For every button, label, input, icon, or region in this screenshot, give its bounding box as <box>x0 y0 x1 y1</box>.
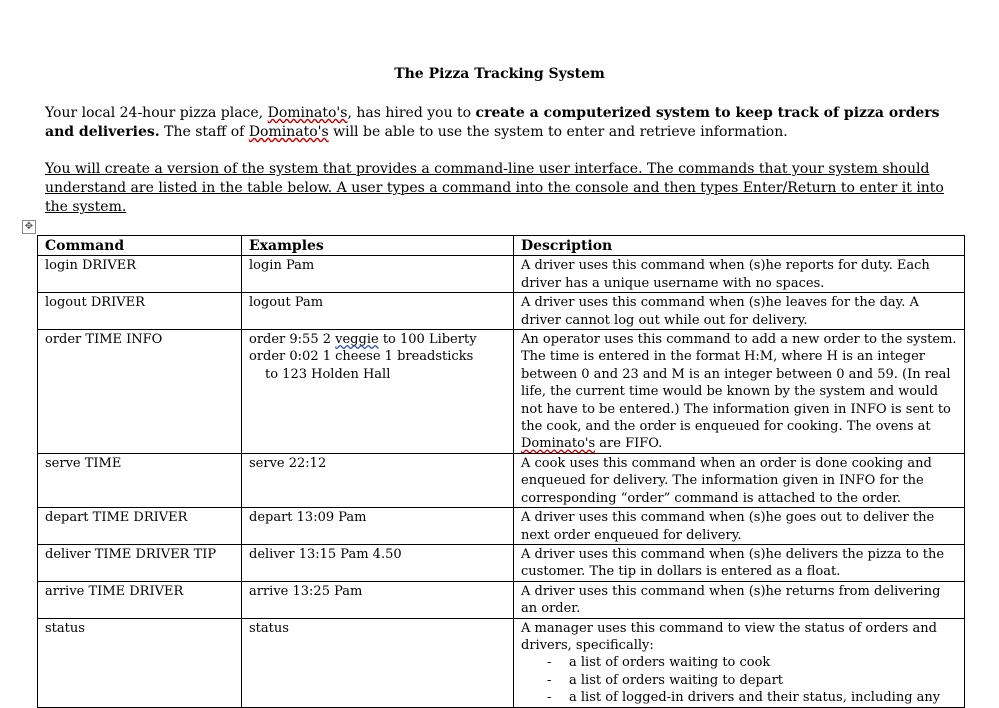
description-text: An operator uses this command to add a new order to the system. The time is entered in the format H:M, where H is an integer between 0 and 23 and M is an integer between 0 and 59. (In real life, the current time would be known by the system and would not have to be entered.) The information given in INFO is sent to the cook, and the order is enqueued for cooking. The ovens at <box>521 332 957 435</box>
list-item: - a list of orders waiting to depart <box>521 672 957 689</box>
example-text: veggie <box>335 332 379 348</box>
description-cell: A driver uses this command when (s)he delivers the pizza to the customer. The tip in dollars is entered as a float. <box>514 544 965 581</box>
description-business-name: Dominato's <box>521 436 596 452</box>
command-cell: login DRIVER <box>38 256 242 293</box>
description-text: are FIFO. <box>595 436 663 452</box>
description-text: A manager uses this command to view the status of orders and drivers, specifically: <box>521 620 937 653</box>
table-row <box>38 544 965 581</box>
command-cell: order TIME INFO <box>38 330 242 454</box>
example-cell: status <box>242 618 514 707</box>
example-cell <box>242 330 514 454</box>
description-cell: A driver uses this command when (s)he goes out to deliver the next order enqueued for delivery. <box>514 508 965 545</box>
commands-table <box>37 235 965 708</box>
status-bullet-list <box>521 654 957 706</box>
description-cell: A driver uses this command when (s)he returns from delivering an order. <box>514 581 965 618</box>
description-cell <box>514 618 965 707</box>
example-text: to 100 Liberty <box>378 332 477 348</box>
intro-paragraph <box>45 104 945 142</box>
example-line <box>249 331 506 348</box>
example-text: order 9:55 2 <box>249 332 336 348</box>
description-cell: A driver uses this command when (s)he reports for duty. Each driver has a unique username with no spaces. <box>514 256 965 293</box>
command-cell: arrive TIME DRIVER <box>38 581 242 618</box>
table-row <box>38 256 965 293</box>
table-row <box>38 508 965 545</box>
list-item: - a list of logged-in drivers and their status, including any <box>521 689 957 706</box>
example-cell: arrive 13:25 Pam <box>242 581 514 618</box>
table-row <box>38 581 965 618</box>
command-cell: deliver TIME DRIVER TIP <box>38 544 242 581</box>
table-move-handle-icon[interactable]: ✥ <box>22 220 36 234</box>
intro-business-name-1: Dominato's <box>267 105 348 121</box>
description-cell <box>514 330 965 454</box>
description-cell: A driver uses this command when (s)he leaves for the day. A driver cannot log out while out for delivery. <box>514 293 965 330</box>
intro-text-4: will be able to use the system to enter and retrieve information. <box>328 124 788 140</box>
table-row <box>38 293 965 330</box>
example-line: to 123 Holden Hall <box>265 366 391 382</box>
document-title: The Pizza Tracking System <box>394 66 605 82</box>
table-row <box>38 330 965 454</box>
example-cell: serve 22:12 <box>242 453 514 507</box>
command-cell: serve TIME <box>38 453 242 507</box>
table-row <box>38 453 965 507</box>
example-cell: deliver 13:15 Pam 4.50 <box>242 544 514 581</box>
example-cell: login Pam <box>242 256 514 293</box>
header-examples: Examples <box>242 236 514 256</box>
example-cell: depart 13:09 Pam <box>242 508 514 545</box>
command-cell: depart TIME DRIVER <box>38 508 242 545</box>
command-cell: logout DRIVER <box>38 293 242 330</box>
intro-text-3: The staff of <box>159 124 249 140</box>
intro-text-1: Your local 24-hour pizza place, <box>45 105 268 121</box>
command-cell: status <box>38 618 242 707</box>
intro-business-name-2: Dominato's <box>248 124 329 140</box>
intro-text-2: , has hired you to <box>347 105 476 121</box>
example-line: order 0:02 1 cheese 1 breadsticks <box>249 349 474 365</box>
example-cell: logout Pam <box>242 293 514 330</box>
instructions-paragraph: You will create a version of the system that provides a command-line user interface. The commands that your system should understand are listed in the table below. A user types a command into the console and then types Enter/Return to enter it into the system. <box>45 161 944 215</box>
description-cell: A cook uses this command when an order is done cooking and enqueued for delivery. The information given in INFO for the corresponding “order” command is attached to the order. <box>514 453 965 507</box>
intro-bold-text: create a computerized system to keep track of pizza orders and deliveries. <box>45 105 940 140</box>
table-header-row <box>38 236 965 256</box>
header-description: Description <box>514 236 965 256</box>
table-row <box>38 618 965 707</box>
header-command: Command <box>38 236 242 256</box>
list-item: - a list of orders waiting to cook <box>521 654 957 671</box>
